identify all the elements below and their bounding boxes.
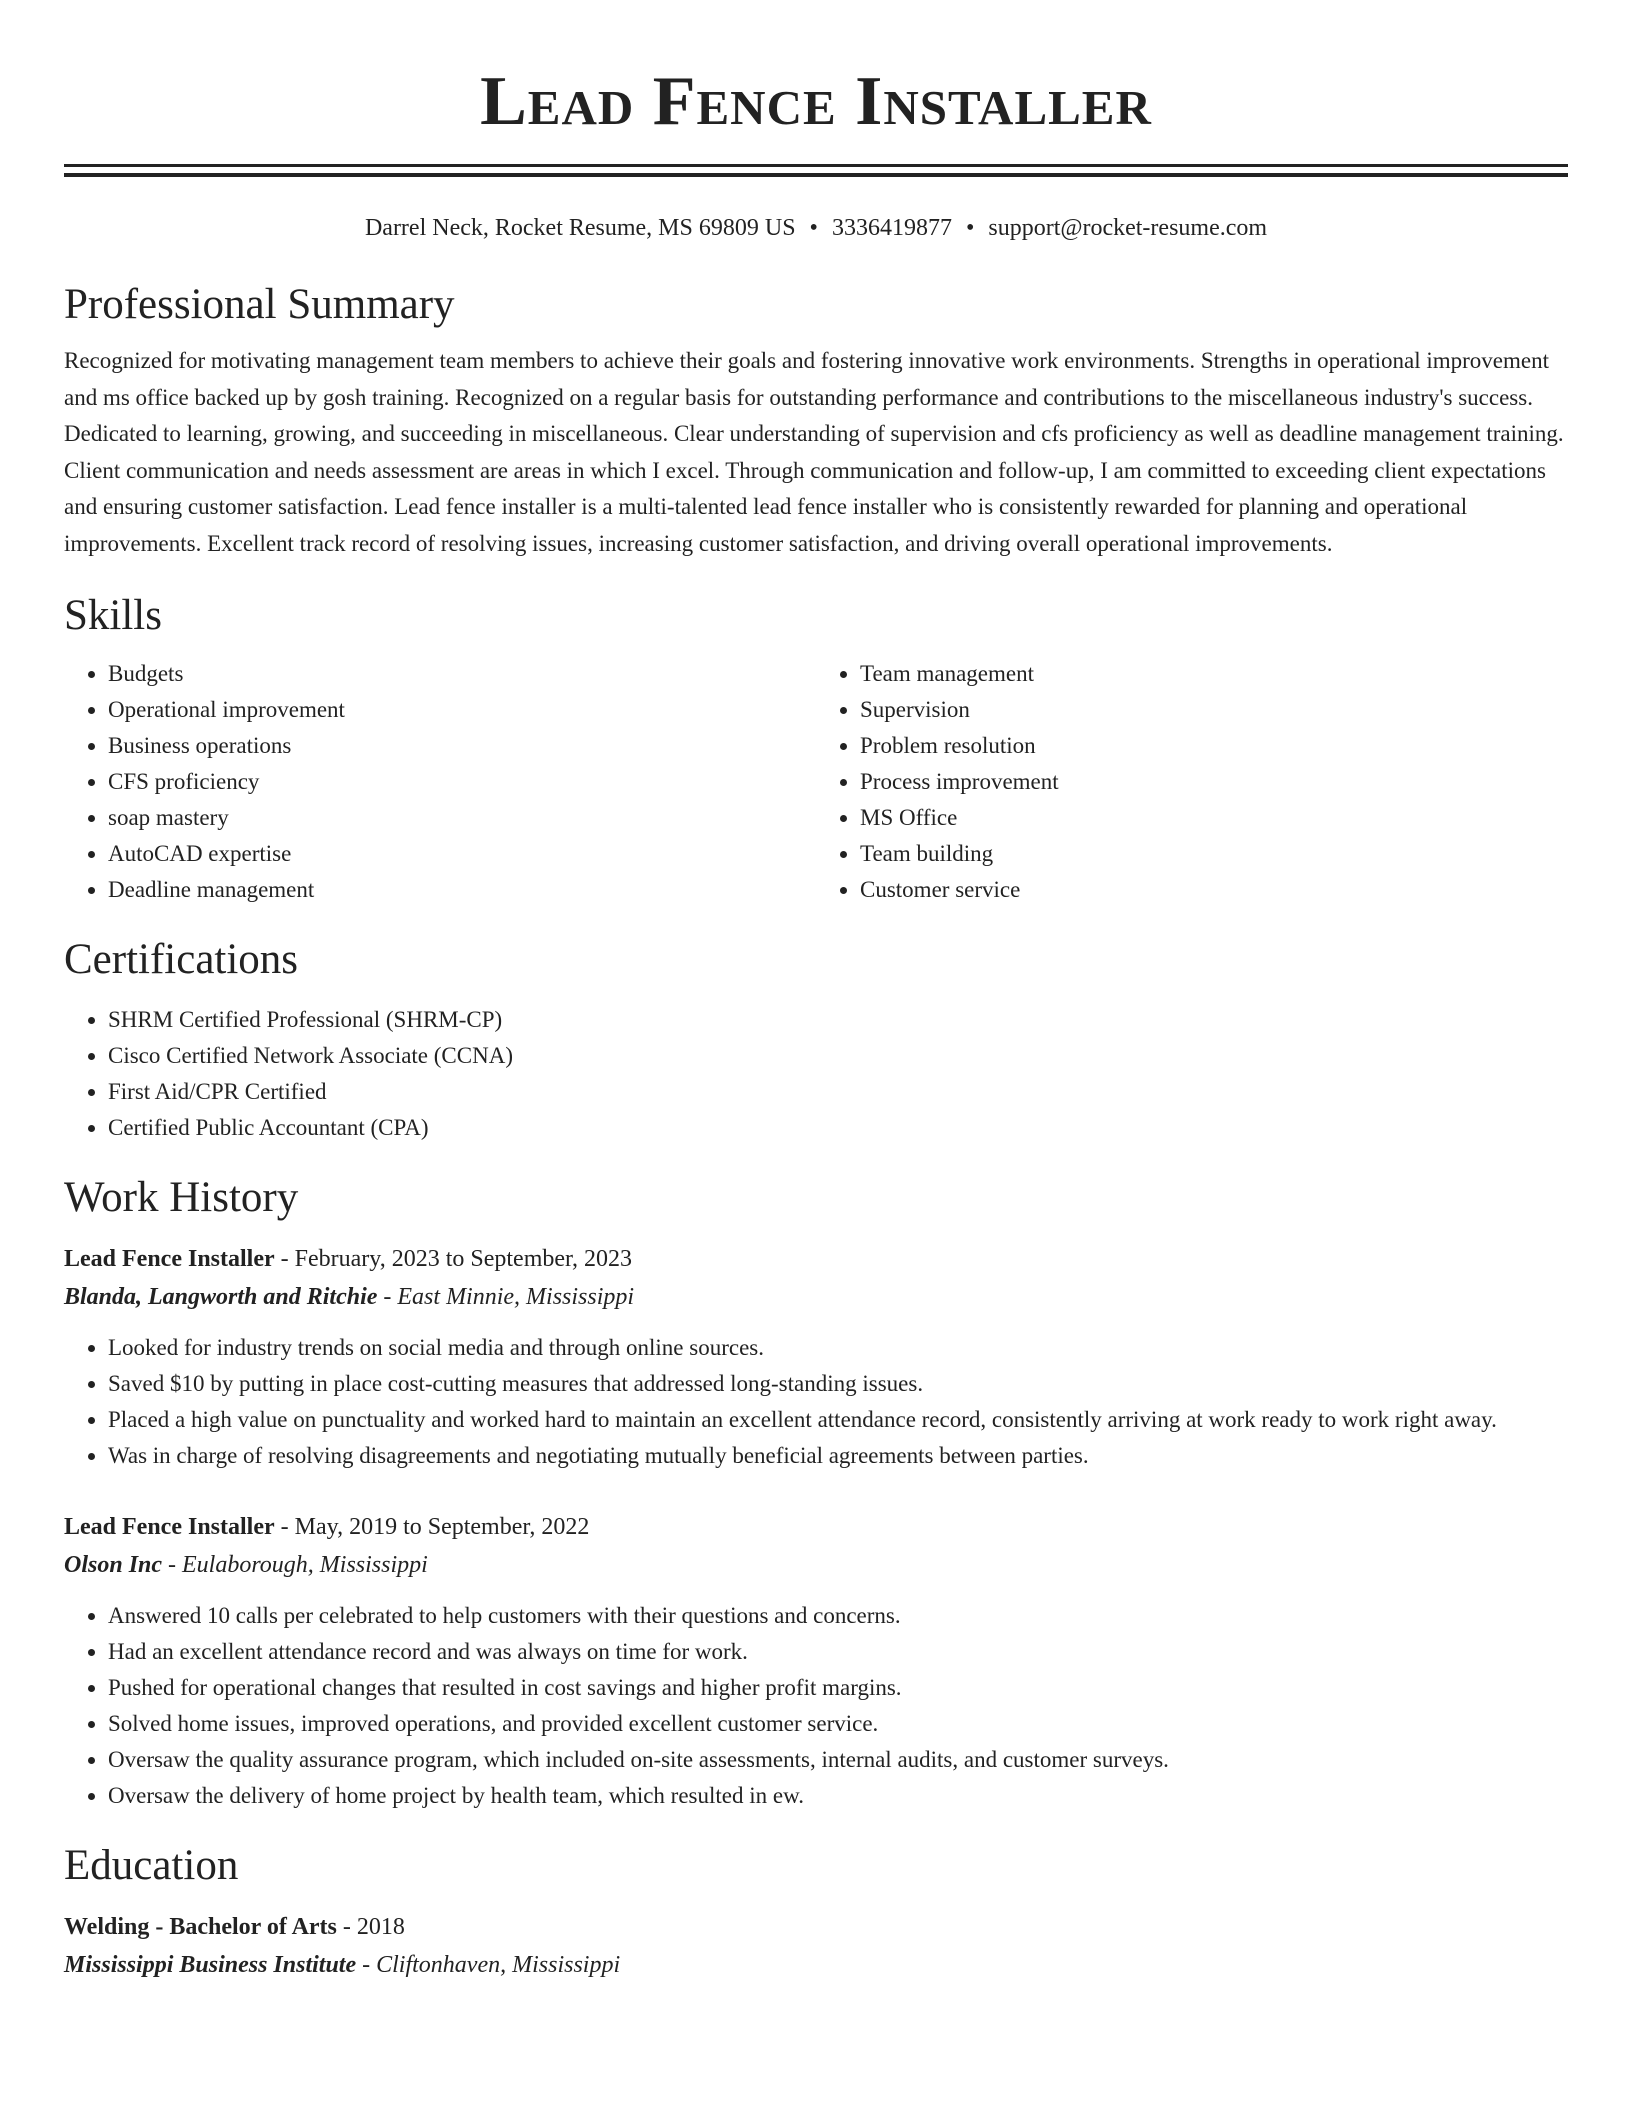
skill-item: • Customer service	[860, 872, 1568, 908]
skill-item: • Business operations	[108, 728, 816, 764]
section-heading-education: Education	[64, 1842, 239, 1889]
skills-list-left	[64, 656, 816, 908]
job-bullet: • Had an excellent attendance record and was always on time for work.	[108, 1634, 1568, 1670]
section-heading-work-history: Work History	[64, 1174, 299, 1221]
job-title: Lead Fence Installer	[64, 1246, 275, 1272]
skills-section	[64, 590, 1568, 908]
certifications-section	[64, 934, 1568, 1146]
job-location: - East Minnie, Mississippi	[377, 1284, 635, 1310]
contact-address: Darrel Neck, Rocket Resume, MS 69809 US	[364, 215, 796, 241]
skill-item: • Supervision	[860, 692, 1568, 728]
job-bullet: • Saved $10 by putting in place cost-cutting measures that addressed long-standing issues.	[108, 1366, 1568, 1402]
education-degree-line	[64, 1908, 1568, 1946]
summary-text: Recognized for motivating management team members to achieve their goals and fostering innovative work environments. Strengths in operational improvement and ms office backed up by gosh training. Recognized on a regular basis for outstanding performance and contributions to the miscellaneous industry's success. Dedicated to learning, growing, and succeeding in miscellaneous. Clear understanding of supervision and cfs proficiency as well as deadline management training. Client communication and needs assessment are areas in which I excel. Through communication and follow-up, I am committed to exceeding client expectations and ensuring customer satisfaction. Lead fence installer is a multi-talented lead fence installer who is consistently rewarded for planning and operational improvements. Excellent track record of resolving issues, increasing customer satisfaction, and driving overall operational improvements.	[64, 348, 1564, 556]
job-bullet-list	[64, 1598, 1568, 1814]
skill-item: • CFS proficiency	[108, 764, 816, 800]
skill-item: • Operational improvement	[108, 692, 816, 728]
job-dates: - February, 2023 to September, 2023	[274, 1246, 633, 1272]
contact-separator: •	[965, 215, 975, 241]
contact-line	[64, 213, 1568, 243]
education-school: Mississippi Business Institute	[64, 1952, 357, 1978]
skill-item: • Budgets	[108, 656, 816, 692]
job-dates: - May, 2019 to September, 2022	[274, 1514, 590, 1540]
job-title: Lead Fence Installer	[64, 1514, 275, 1540]
job-bullet: • Was in charge of resolving disagreements and negotiating mutually beneficial agreements between parties.	[108, 1438, 1568, 1474]
skill-item: • soap mastery	[108, 800, 816, 836]
contact-email: support@rocket-resume.com	[988, 215, 1268, 241]
skill-item: • Problem resolution	[860, 728, 1568, 764]
certification-item: • First Aid/CPR Certified	[108, 1074, 1568, 1110]
education-school-line	[64, 1946, 1568, 1984]
skill-item: • Team management	[860, 656, 1568, 692]
certification-item: • SHRM Certified Professional (SHRM-CP)	[108, 1002, 1568, 1038]
job-bullet: • Answered 10 calls per celebrated to help customers with their questions and concerns.	[108, 1598, 1568, 1634]
job-title-line	[64, 1240, 1568, 1278]
skill-item: • Process improvement	[860, 764, 1568, 800]
job-location: - Eulaborough, Mississippi	[162, 1552, 428, 1578]
education-year: - 2018	[336, 1914, 405, 1940]
job-title-line	[64, 1508, 1568, 1546]
contact-separator: •	[809, 215, 818, 241]
job-bullet: • Looked for industry trends on social media and through online sources.	[108, 1330, 1568, 1366]
resume-title: Lead Fence Installer	[480, 63, 1152, 140]
job-company: Olson Inc	[64, 1552, 163, 1578]
education-section	[64, 1840, 1568, 1984]
work-history-section	[64, 1172, 1568, 1814]
skill-item: • Team building	[860, 836, 1568, 872]
education-location: - Cliftonhaven, Mississippi	[356, 1952, 621, 1978]
job-bullet: • Placed a high value on punctuality and worked hard to maintain an excellent attendance record, consistently arriving at work ready to work right away.	[108, 1402, 1568, 1438]
section-heading-skills: Skills	[64, 592, 162, 639]
title-divider-bottom	[64, 173, 1568, 177]
job-entry	[64, 1508, 1568, 1814]
title-divider-top	[64, 164, 1568, 167]
skill-item: • MS Office	[860, 800, 1568, 836]
skill-item: • Deadline management	[108, 872, 816, 908]
certification-item: • Certified Public Accountant (CPA)	[108, 1110, 1568, 1146]
job-bullet-list	[64, 1330, 1568, 1474]
contact-phone: 3336419877	[831, 215, 952, 241]
job-bullet: • Oversaw the delivery of home project by health team, which resulted in ew.	[108, 1778, 1568, 1814]
skill-item: • AutoCAD expertise	[108, 836, 816, 872]
skills-columns	[64, 656, 1568, 908]
job-company-line	[64, 1546, 1568, 1584]
education-degree: Welding - Bachelor of Arts	[64, 1914, 337, 1940]
job-company-line	[64, 1278, 1568, 1316]
certification-item: • Cisco Certified Network Associate (CCNA)	[108, 1038, 1568, 1074]
certifications-list	[64, 1002, 1568, 1146]
job-company: Blanda, Langworth and Ritchie	[64, 1284, 378, 1310]
summary-section	[64, 279, 1568, 562]
job-entry	[64, 1240, 1568, 1474]
job-bullet: • Pushed for operational changes that resulted in cost savings and higher profit margins.	[108, 1670, 1568, 1706]
section-heading-summary: Professional Summary	[64, 281, 455, 328]
job-bullet: • Oversaw the quality assurance program, which included on-site assessments, internal audits, and customer surveys.	[108, 1742, 1568, 1778]
job-bullet: • Solved home issues, improved operations, and provided excellent customer service.	[108, 1706, 1568, 1742]
section-heading-certifications: Certifications	[64, 936, 299, 983]
skills-list-right	[816, 656, 1568, 908]
